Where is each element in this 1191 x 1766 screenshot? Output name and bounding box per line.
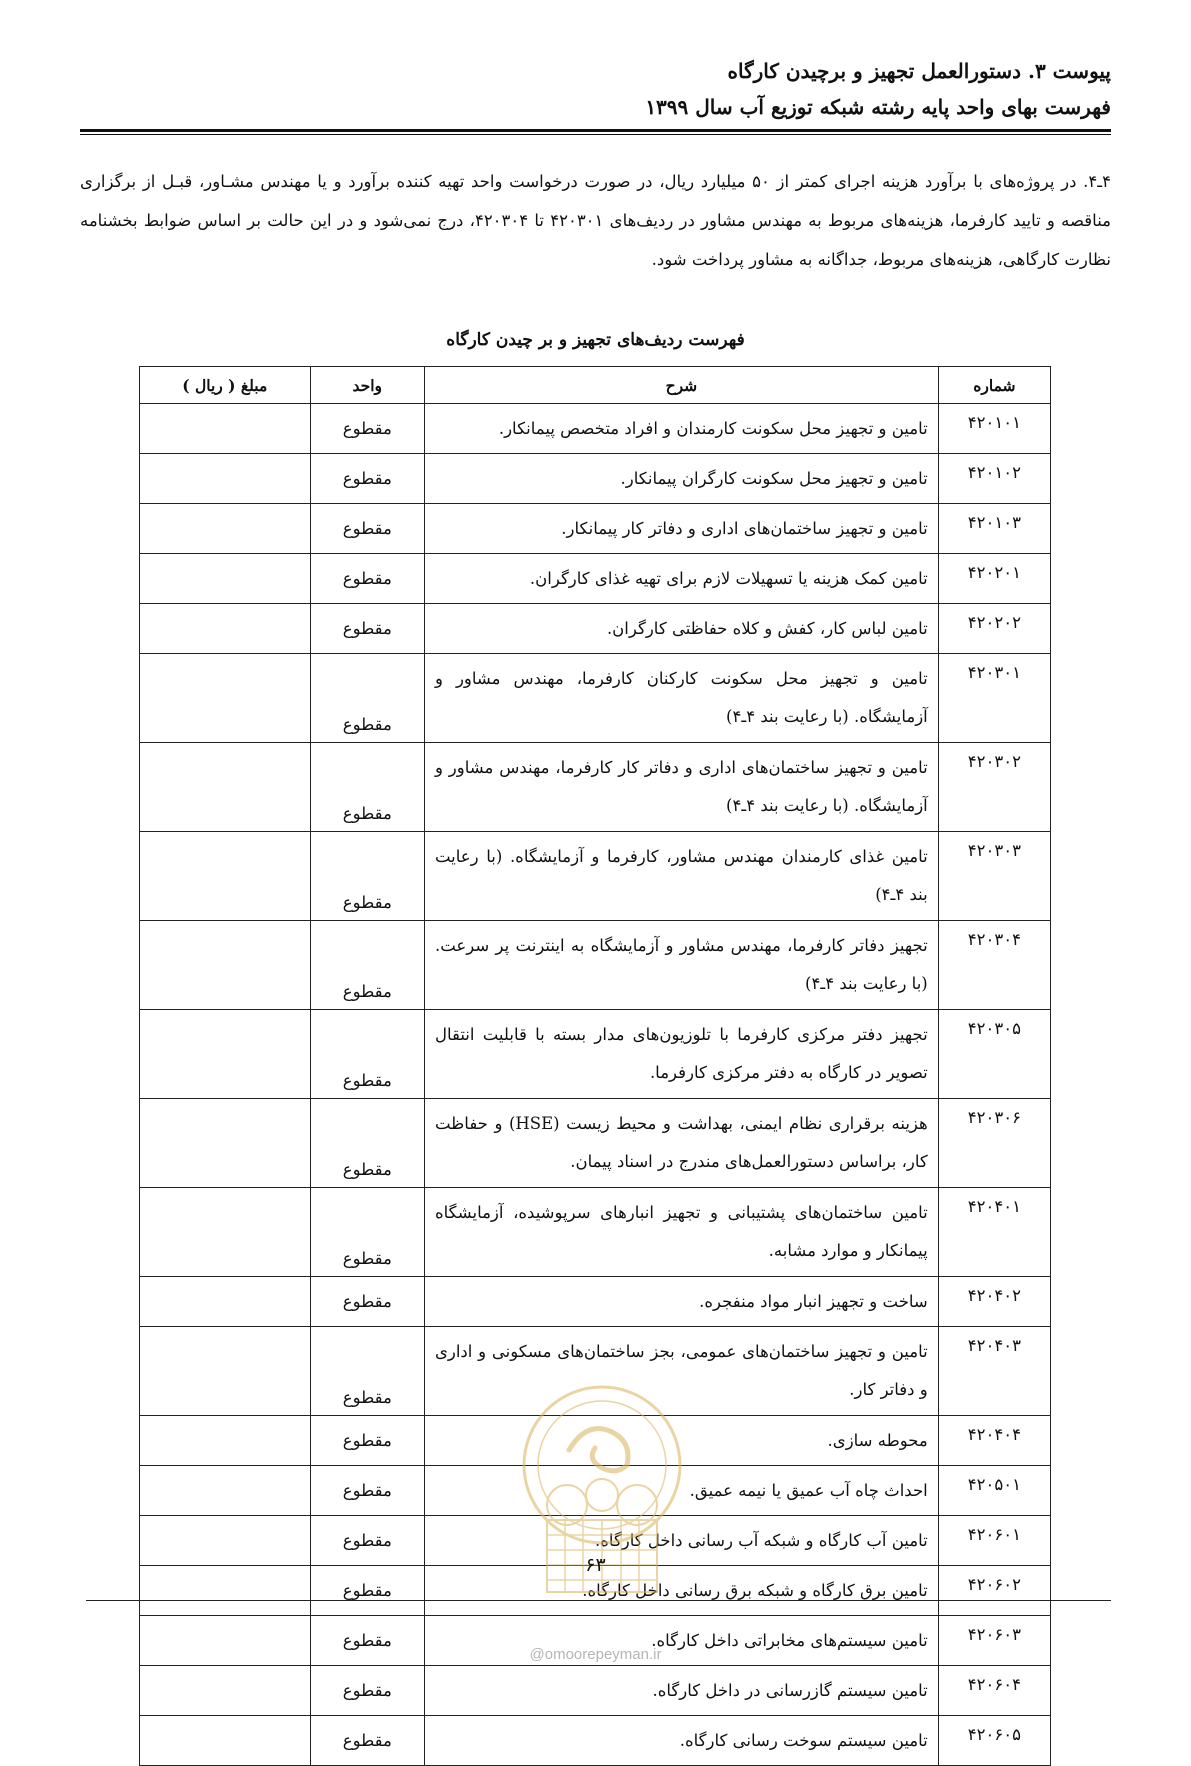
row-description: تامین و تجهیز محل سکونت کارگران پیمانکار. <box>424 454 938 504</box>
row-number: ۴۲۰۶۰۱ <box>938 1516 1050 1566</box>
row-description: تامین و تجهیز ساختمان‌های اداری و دفاتر کار کارفرما، مهندس مشاور و آزمایشگاه. (با رعایت بند ۴ـ۴) <box>424 743 938 832</box>
row-number: ۴۲۰۳۰۳ <box>938 832 1050 921</box>
row-description: تامین آب کارگاه و شبکه آب رسانی داخل کارگاه. <box>424 1516 938 1566</box>
row-amount <box>140 1099 311 1188</box>
row-unit: مقطوع <box>310 1616 424 1666</box>
row-unit: مقطوع <box>310 1516 424 1566</box>
table-row <box>140 1327 1051 1416</box>
table-row <box>140 1188 1051 1277</box>
row-description: هزینه برقراری نظام ایمنی، بهداشت و محیط زیست (HSE) و حفاظت کار، براساس دستورالعمل‌های مندرج در اسناد پیمان. <box>424 1099 938 1188</box>
row-description: تامین برق کارگاه و شبکه برق رسانی داخل کارگاه. <box>424 1566 938 1616</box>
row-amount <box>140 404 311 454</box>
row-description: تامین سیستم گازرسانی در داخل کارگاه. <box>424 1666 938 1716</box>
row-description: تامین سیستم‌های مخابراتی داخل کارگاه. <box>424 1616 938 1666</box>
row-unit: مقطوع <box>310 1277 424 1327</box>
row-amount <box>140 554 311 604</box>
row-unit: مقطوع <box>310 743 424 832</box>
row-unit: مقطوع <box>310 832 424 921</box>
table-row <box>140 404 1051 454</box>
row-number: ۴۲۰۵۰۱ <box>938 1466 1050 1516</box>
table-row <box>140 743 1051 832</box>
table-row <box>140 1099 1051 1188</box>
row-number: ۴۲۰۴۰۲ <box>938 1277 1050 1327</box>
table-row <box>140 1416 1051 1466</box>
row-unit: مقطوع <box>310 404 424 454</box>
row-description: تامین ساختمان‌های پشتیبانی و تجهیز انبارهای سرپوشیده، آزمایشگاه پیمانکار و موارد مشابه. <box>424 1188 938 1277</box>
table-row <box>140 1466 1051 1516</box>
row-amount <box>140 1010 311 1099</box>
header-document-title: فهرست بهای واحد پایه رشته شبکه توزیع آب سال ۱۳۹۹ <box>645 95 1111 119</box>
row-unit: مقطوع <box>310 604 424 654</box>
clause-4-4-paragraph: ۴ـ۴. در پروژه‌های با برآورد هزینه اجرای کمتر از ۵۰ میلیارد ریال، در صورت درخواست واحد تهیه کننده برآورد و یا مهندس مشـاور، قبـل از برگزاری مناقصه و تایید کارفرما، هزینه‌های مربوط به مهندس مشاور در ردیف‌های ۴۲۰۳۰۱ تا ۴۲۰۳۰۴، درج نمی‌شود و در این حالت بر اساس ضوابط بخشنامه نظارت کارگاهی، هزینه‌های مربوط، جداگانه به مشاور پرداخت شود. <box>80 172 1112 269</box>
row-unit: مقطوع <box>310 1566 424 1616</box>
row-number: ۴۲۰۳۰۶ <box>938 1099 1050 1188</box>
row-description: تامین غذای کارمندان مهندس مشاور، کارفرما و آزمایشگاه. (با رعایت بند ۴ـ۴) <box>424 832 938 921</box>
row-number: ۴۲۰۶۰۳ <box>938 1616 1050 1666</box>
row-number: ۴۲۰۶۰۵ <box>938 1716 1050 1766</box>
row-unit: مقطوع <box>310 1327 424 1416</box>
row-number: ۴۲۰۲۰۲ <box>938 604 1050 654</box>
table-row <box>140 1010 1051 1099</box>
row-amount <box>140 743 311 832</box>
row-description: تامین سیستم سوخت رسانی کارگاه. <box>424 1716 938 1766</box>
table-row <box>140 504 1051 554</box>
table-header-row <box>140 367 1051 404</box>
header-amount: مبلغ ( ریال ) <box>140 367 311 404</box>
table-row <box>140 554 1051 604</box>
row-number: ۴۲۰۴۰۴ <box>938 1416 1050 1466</box>
row-amount <box>140 832 311 921</box>
row-unit: مقطوع <box>310 454 424 504</box>
row-description: تامین و تجهیز ساختمان‌های اداری و دفاتر کار پیمانکار. <box>424 504 938 554</box>
row-unit: مقطوع <box>310 1416 424 1466</box>
row-amount <box>140 1188 311 1277</box>
row-number: ۴۲۰۱۰۲ <box>938 454 1050 504</box>
row-amount <box>140 454 311 504</box>
row-number: ۴۲۰۲۰۱ <box>938 554 1050 604</box>
table-row <box>140 454 1051 504</box>
table-title: فهرست ردیف‌های تجهیز و بر چیدن کارگاه <box>446 330 745 350</box>
row-number: ۴۲۰۱۰۳ <box>938 504 1050 554</box>
table-row <box>140 1666 1051 1716</box>
row-unit: مقطوع <box>310 1099 424 1188</box>
header-appendix-title: پیوست ۳. دستورالعمل تجهیز و برچیدن کارگاه <box>727 59 1111 83</box>
row-unit: مقطوع <box>310 1716 424 1766</box>
table-row <box>140 604 1051 654</box>
row-number: ۴۲۰۴۰۳ <box>938 1327 1050 1416</box>
row-amount <box>140 1666 311 1716</box>
site-watermark: @omoorepeyman.ir <box>529 1646 662 1663</box>
table-row <box>140 654 1051 743</box>
row-number: ۴۲۰۴۰۱ <box>938 1188 1050 1277</box>
row-description: تامین و تجهیز محل سکونت کارمندان و افراد متخصص پیمانکار. <box>424 404 938 454</box>
header-rule-thin <box>80 134 1111 135</box>
row-number: ۴۲۰۱۰۱ <box>938 404 1050 454</box>
table-row <box>140 1277 1051 1327</box>
row-description: تامین و تجهیز محل سکونت کارکنان کارفرما، مهندس مشاور و آزمایشگاه. (با رعایت بند ۴ـ۴) <box>424 654 938 743</box>
table-row <box>140 1716 1051 1766</box>
row-unit: مقطوع <box>310 654 424 743</box>
row-description: تجهیز دفاتر کارفرما، مهندس مشاور و آزمایشگاه به اینترنت پر سرعت. (با رعایت بند ۴ـ۴) <box>424 921 938 1010</box>
header-number: شماره <box>938 367 1050 404</box>
row-number: ۴۲۰۶۰۴ <box>938 1666 1050 1716</box>
row-number: ۴۲۰۳۰۲ <box>938 743 1050 832</box>
row-amount <box>140 1416 311 1466</box>
row-unit: مقطوع <box>310 1466 424 1516</box>
row-unit: مقطوع <box>310 1010 424 1099</box>
row-unit: مقطوع <box>310 921 424 1010</box>
row-amount <box>140 1327 311 1416</box>
table-row <box>140 921 1051 1010</box>
header-description: شرح <box>424 367 938 404</box>
row-description: تامین و تجهیز ساختمان‌های عمومی، بجز ساختمان‌های مسکونی و اداری و دفاتر کار. <box>424 1327 938 1416</box>
row-amount <box>140 504 311 554</box>
row-description: احداث چاه آب عمیق یا نیمه عمیق. <box>424 1466 938 1516</box>
row-number: ۴۲۰۳۰۱ <box>938 654 1050 743</box>
row-number: ۴۲۰۶۰۲ <box>938 1566 1050 1616</box>
footer-rule <box>86 1600 1111 1601</box>
row-unit: مقطوع <box>310 1666 424 1716</box>
row-unit: مقطوع <box>310 504 424 554</box>
row-amount <box>140 654 311 743</box>
row-unit: مقطوع <box>310 554 424 604</box>
row-description: تامین کمک هزینه یا تسهیلات لازم برای تهیه غذای کارگران. <box>424 554 938 604</box>
page-number: ۶۳ <box>585 1554 606 1576</box>
row-amount <box>140 1466 311 1516</box>
row-description: محوطه سازی. <box>424 1416 938 1466</box>
row-amount <box>140 1277 311 1327</box>
row-description: ساخت و تجهیز انبار مواد منفجره. <box>424 1277 938 1327</box>
row-number: ۴۲۰۳۰۴ <box>938 921 1050 1010</box>
row-number: ۴۲۰۳۰۵ <box>938 1010 1050 1099</box>
header-rule-thick <box>80 129 1111 132</box>
row-description: تامین لباس کار، کفش و کلاه حفاظتی کارگران. <box>424 604 938 654</box>
header-unit: واحد <box>310 367 424 404</box>
row-unit: مقطوع <box>310 1188 424 1277</box>
row-amount <box>140 921 311 1010</box>
row-amount <box>140 604 311 654</box>
row-amount <box>140 1716 311 1766</box>
page-header <box>80 56 1111 122</box>
table-row <box>140 832 1051 921</box>
row-description: تجهیز دفتر مرکزی کارفرما با تلوزیون‌های مدار بسته با قابلیت انتقال تصویر در کارگاه به دفتر مرکزی کارفرما. <box>424 1010 938 1099</box>
